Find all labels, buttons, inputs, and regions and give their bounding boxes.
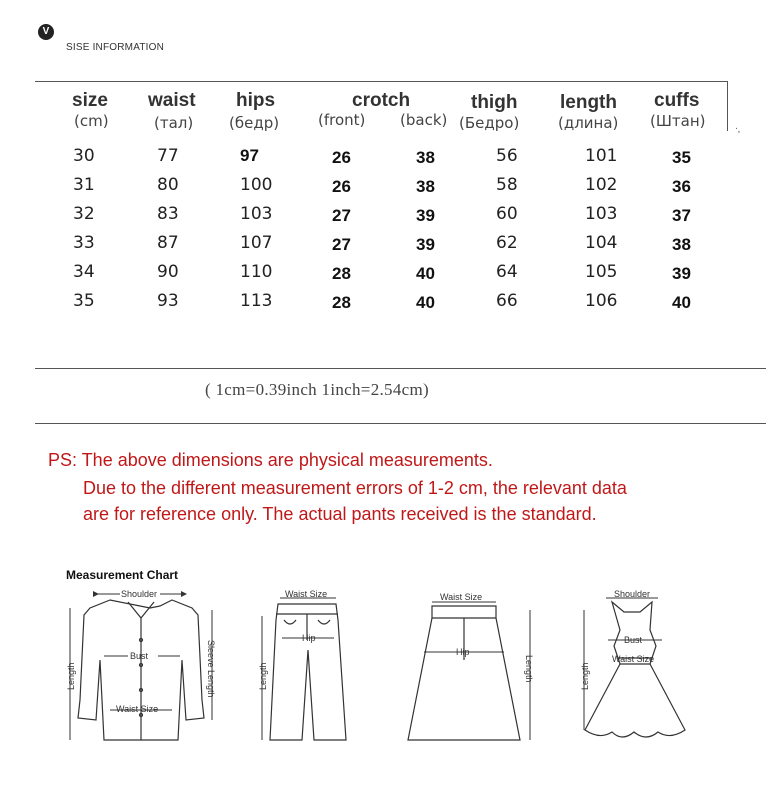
dress-shoulder-label: Shoulder bbox=[614, 589, 651, 599]
dress-length-label: Length bbox=[580, 662, 590, 690]
skirt-diagram-icon bbox=[408, 606, 520, 740]
table-cell: 28 bbox=[332, 293, 351, 312]
table-cell: 38 bbox=[416, 148, 435, 167]
table-cell: 27 bbox=[332, 206, 351, 225]
table-cell: 87 bbox=[157, 233, 179, 253]
note-line-3: are for reference only. The actual pants received is the standard. bbox=[83, 504, 597, 524]
pants-hip-label: Hip bbox=[302, 633, 316, 643]
table-cell: 36 bbox=[672, 177, 691, 196]
divider-rule bbox=[35, 423, 766, 424]
col-length-header: length bbox=[560, 92, 617, 113]
unit-conversion: ( 1cm=0.39inch 1inch=2.54cm) bbox=[205, 380, 429, 399]
table-cell: 39 bbox=[416, 206, 435, 225]
measurement-chart-title: Measurement Chart bbox=[66, 568, 179, 582]
table-cell: 40 bbox=[416, 293, 435, 312]
table-cell: 110 bbox=[240, 262, 273, 282]
pants-diagram-icon bbox=[270, 604, 346, 740]
col-thigh-header: thigh bbox=[471, 92, 518, 113]
edge-mark: ᐧ, bbox=[735, 124, 741, 135]
table-cell: 35 bbox=[672, 148, 691, 167]
table-cell: 103 bbox=[240, 204, 273, 224]
shirt-length-label: Length bbox=[66, 662, 76, 690]
table-cell: 80 bbox=[157, 175, 179, 195]
table-cell: 31 bbox=[73, 175, 95, 195]
col-hips-sub: (бедр) bbox=[229, 114, 280, 132]
col-cuffs-sub: (Штан) bbox=[650, 112, 706, 130]
col-waist-header: waist bbox=[148, 90, 196, 111]
skirt-hip-label: Hip bbox=[456, 647, 470, 657]
table-cell: 27 bbox=[332, 235, 351, 254]
note-line-2: Due to the different measurement errors of 1-2 cm, the relevant data bbox=[83, 478, 627, 498]
table-cell: 39 bbox=[416, 235, 435, 254]
dress-bust-label: Bust bbox=[624, 635, 643, 645]
brand-title: SISE INFORMATION bbox=[66, 42, 165, 53]
table-cell: 104 bbox=[585, 233, 618, 253]
shirt-bust-label: Bust bbox=[130, 651, 149, 661]
table-cell: 30 bbox=[73, 146, 95, 166]
shirt-sleeve-label: Sleeve Length bbox=[206, 640, 216, 698]
table-cell: 83 bbox=[157, 204, 179, 224]
skirt-length-label: Length bbox=[524, 655, 534, 683]
table-cell: 77 bbox=[157, 146, 179, 166]
table-cell: 37 bbox=[672, 206, 691, 225]
table-cell: 97 bbox=[240, 146, 259, 165]
table-cell: 38 bbox=[672, 235, 691, 254]
col-length-sub: (длина) bbox=[558, 114, 619, 132]
col-cuffs-header: cuffs bbox=[654, 90, 700, 111]
table-cell: 113 bbox=[240, 291, 273, 311]
table-cell: 62 bbox=[496, 233, 518, 253]
table-cell: 66 bbox=[496, 291, 518, 311]
table-bottom-rule bbox=[35, 368, 766, 369]
table-cell: 39 bbox=[672, 264, 691, 283]
table-cell: 90 bbox=[157, 262, 179, 282]
table-cell: 40 bbox=[416, 264, 435, 283]
table-cell: 58 bbox=[496, 175, 518, 195]
table-cell: 35 bbox=[73, 291, 95, 311]
measurement-diagrams bbox=[0, 580, 770, 780]
table-cell: 26 bbox=[332, 177, 351, 196]
col-crotch-header: crotch bbox=[352, 90, 411, 111]
table-cell: 40 bbox=[672, 293, 691, 312]
col-crotch-back-sub: (back) bbox=[400, 111, 448, 129]
brand-logo-icon: V bbox=[38, 24, 54, 40]
table-cell: 64 bbox=[496, 262, 518, 282]
pants-length-label: Length bbox=[258, 662, 268, 690]
table-cell: 100 bbox=[240, 175, 273, 195]
note-line-1: PS: The above dimensions are physical measurements. bbox=[48, 450, 493, 470]
table-top-rule bbox=[35, 81, 727, 82]
table-cell: 102 bbox=[585, 175, 618, 195]
col-size-sub: (cm) bbox=[74, 112, 109, 130]
table-cell: 107 bbox=[240, 233, 273, 253]
table-cell: 32 bbox=[73, 204, 95, 224]
col-thigh-sub: (Бедро) bbox=[459, 114, 520, 132]
table-cell: 93 bbox=[157, 291, 179, 311]
table-cell: 101 bbox=[585, 146, 618, 166]
table-cell: 28 bbox=[332, 264, 351, 283]
col-waist-sub: (тал) bbox=[154, 114, 194, 132]
table-cell: 38 bbox=[416, 177, 435, 196]
table-cell: 103 bbox=[585, 204, 618, 224]
table-cell: 56 bbox=[496, 146, 518, 166]
col-size-header: size bbox=[72, 90, 108, 111]
table-cell: 34 bbox=[73, 262, 95, 282]
table-cell: 60 bbox=[496, 204, 518, 224]
shirt-shoulder-label: Shoulder bbox=[121, 589, 158, 599]
table-cell: 105 bbox=[585, 262, 618, 282]
table-cell: 33 bbox=[73, 233, 95, 253]
dress-waist-label: Waist Size bbox=[612, 654, 655, 664]
skirt-waist-label: Waist Size bbox=[440, 592, 483, 602]
col-crotch-front-sub: (front) bbox=[318, 111, 366, 129]
table-right-rule bbox=[727, 81, 728, 131]
shirt-diagram-icon bbox=[78, 600, 204, 740]
table-cell: 106 bbox=[585, 291, 618, 311]
pants-waist-label: Waist Size bbox=[285, 589, 328, 599]
table-cell: 26 bbox=[332, 148, 351, 167]
shirt-waist-label: Waist Size bbox=[116, 704, 159, 714]
col-hips-header: hips bbox=[236, 90, 276, 111]
dress-diagram-icon bbox=[585, 602, 685, 737]
